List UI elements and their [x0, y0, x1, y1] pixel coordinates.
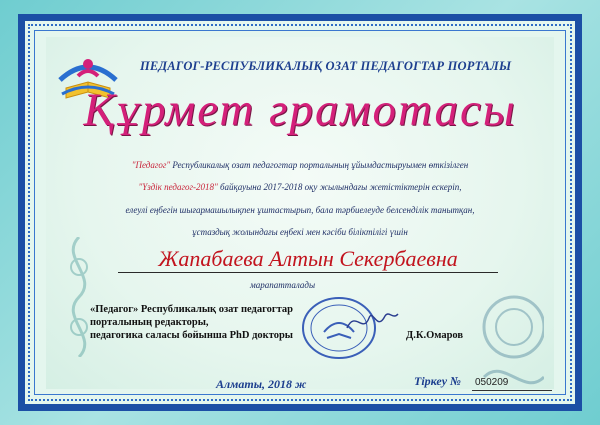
recipient-name: Жапабаева Алтын Секербаевна: [158, 246, 458, 271]
portal-name-quote: "Педагог": [131, 160, 171, 170]
body-line-3: елеулі еңбегін шығармашылықпен ұштастырып, бала тәрбиелеуде белсенділік танытқан,: [125, 205, 475, 215]
body-line-1: [70, 160, 530, 170]
signer-line-2: порталының редакторы,: [90, 317, 209, 328]
body-line-2-text: байқауына 2017-2018 оқу жылындағы жетістіктерін ескеріп,: [220, 182, 462, 192]
registration-underline: [472, 390, 552, 391]
award-word: марапатталады: [250, 280, 316, 290]
contest-name: "Үздік педагог-2018": [138, 182, 218, 192]
body-line-1-text: Республикалық озат педагогтар порталының ұйымдастыруымен өткізілген: [172, 160, 469, 170]
certificate-title: Құрмет грамотасы: [83, 84, 517, 136]
signer-name: Д.К.Омаров: [406, 330, 464, 341]
registration-label: Тіркеу №: [414, 374, 462, 388]
body-line-2: [70, 182, 530, 192]
recipient-underline: [118, 272, 498, 273]
signer-block: [90, 303, 293, 342]
registration-number: 050209: [475, 377, 509, 388]
portal-title: ПЕДАГОГ-РЕСПУБЛИКАЛЫҚ ОЗАТ ПЕДАГОГТАР ПОРТАЛЫ: [140, 59, 512, 73]
city-year: Алматы, 2018 ж: [216, 377, 307, 391]
signer-line-1: «Педагог» Республикалық озат педагогтар: [90, 304, 293, 315]
body-line-4: ұстаздық жолындағы еңбекі мен кәсіби біліктілігі үшін: [192, 227, 408, 237]
signer-line-3: педагогика саласы бойынша PhD докторы: [90, 330, 294, 341]
ornament-right-icon: [474, 277, 544, 417]
signature-icon: [345, 306, 400, 336]
